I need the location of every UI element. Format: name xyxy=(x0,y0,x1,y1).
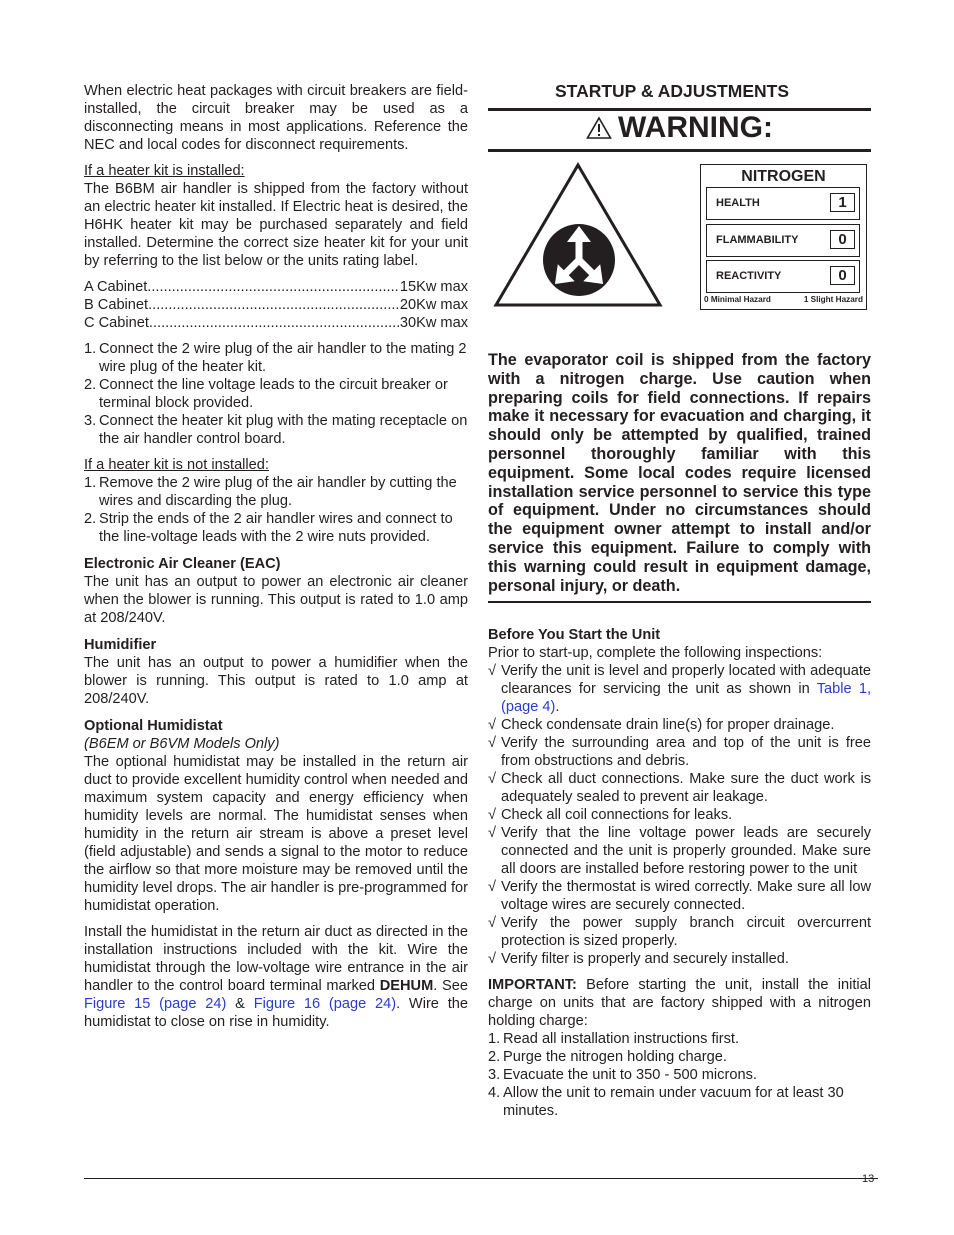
footer-rule xyxy=(84,1178,878,1179)
leader-dots xyxy=(147,278,400,296)
hazard-legend xyxy=(704,295,863,305)
list-item xyxy=(488,878,871,914)
step-text: Evacuate the unit to 350 - 500 microns. xyxy=(503,1067,757,1084)
step-text: Read all installation instructions first. xyxy=(503,1031,740,1048)
cabinet-value: 30Kw max xyxy=(399,315,468,331)
cabinet-value: 15Kw max xyxy=(399,279,468,295)
list-item xyxy=(84,474,468,510)
hazard-graphics xyxy=(488,152,871,327)
intro-paragraph: When electric heat packages with circuit breakers are field-installed, the circuit breaker may be used as a disconnecting means in most applications. Reference the NEC and local codes for disconnect requirements. xyxy=(84,83,468,153)
list-item xyxy=(488,914,871,950)
check-text: Check all coil connections for leaks. xyxy=(501,807,733,824)
hazard-label: HEALTH xyxy=(716,197,760,209)
step-number: 2. xyxy=(84,377,97,393)
table-1-link[interactable]: Table 1, (page 4) xyxy=(501,681,871,716)
list-item xyxy=(488,1048,871,1066)
eac-heading: Electronic Air Cleaner (EAC) xyxy=(84,556,281,572)
step-text: Connect the line voltage leads to the circuit breaker or terminal block provided. xyxy=(99,377,448,411)
step-number: 1. xyxy=(84,341,97,357)
hazard-value: 0 xyxy=(830,266,855,285)
step-text: Connect the heater kit plug with the mating receptacle on the air handler control board. xyxy=(99,413,468,447)
cabinet-row xyxy=(84,278,468,296)
step-text: Strip the ends of the 2 air handler wires and connect to the line-voltage leads with the 2 wire nuts provided. xyxy=(99,511,453,545)
step-number: 2. xyxy=(488,1049,501,1066)
check-mark: √ xyxy=(488,807,497,824)
step-number: 1. xyxy=(84,475,97,491)
not-installed-steps xyxy=(84,474,468,546)
check-mark: √ xyxy=(488,951,497,968)
list-item xyxy=(488,770,871,806)
cabinet-row xyxy=(84,296,468,314)
check-mark: √ xyxy=(488,717,497,734)
humidistat-paragraph: The optional humidistat may be installed in the return air duct to provide excellent humidity control when needed and maximum system capacity and energy efficiency when humidity levels are normal. The humidistat senses when humidity in the return air stream is above a preset level (field adjustable) and sends a signal to the motor to reduce the airflow so that more moisture may be removed until the humidity level drops. The air handler is pre-programmed for humidistat operation. xyxy=(84,754,468,914)
eac-paragraph: The unit has an output to power an electronic air cleaner when the blower is running. This output is rated to 1.0 amp at 208/240V. xyxy=(84,574,468,626)
step-text: Connect the 2 wire plug of the air handler to the mating 2 wire plug of the heater kit. xyxy=(99,341,467,375)
check-mark: √ xyxy=(488,825,497,842)
left-column xyxy=(84,82,468,1031)
check-text: Verify the surrounding area and top of the unit is free from obstructions and debris. xyxy=(501,735,871,770)
cabinet-row xyxy=(84,314,468,332)
list-item xyxy=(488,1084,871,1120)
step-number: 4. xyxy=(488,1085,501,1102)
list-item xyxy=(488,1030,871,1048)
hazard-value: 0 xyxy=(830,230,855,249)
check-text: Check condensate drain line(s) for proper drainage. xyxy=(501,717,835,734)
check-text: Verify filter is properly and securely installed. xyxy=(501,951,789,968)
humidistat-heading: Optional Humidistat xyxy=(84,718,223,734)
check-mark: √ xyxy=(488,735,497,752)
check-text xyxy=(501,662,871,716)
inspection-checklist xyxy=(488,662,871,968)
step-number: 2. xyxy=(84,511,97,527)
warning-title: WARNING: xyxy=(618,111,773,144)
warning-triangle-icon xyxy=(586,116,612,140)
check-text-body: Verify the unit is level and properly located with adequate clearances for servicing the unit as shown in xyxy=(501,663,871,698)
leader-dots xyxy=(149,314,400,332)
right-column xyxy=(488,80,871,1120)
dehum-label: DEHUM xyxy=(379,978,434,994)
installed-steps xyxy=(84,340,468,448)
kit-installed-paragraph: The B6BM air handler is shipped from the factory without an electric heater kit installed. If Electric heat is desired, the H6HK heater kit may be purchased separately and field installed. Determine the correct size heater kit for your unit by referring to the list below or the units rating label. xyxy=(84,181,468,269)
important-steps xyxy=(488,1030,871,1120)
hazard-row-health xyxy=(706,187,860,220)
hazard-label: REACTIVITY xyxy=(716,270,782,282)
list-item xyxy=(84,510,468,546)
step-number: 1. xyxy=(488,1031,501,1048)
humidifier-paragraph: The unit has an output to power a humidifier when the blower is running. This output is rated to 1.0 amp at 208/240V. xyxy=(84,655,468,707)
kit-not-installed-heading: If a heater kit is not installed: xyxy=(84,457,269,473)
page-number: 13 xyxy=(862,1173,875,1185)
check-text-end: . xyxy=(555,699,560,716)
check-mark: √ xyxy=(488,771,497,788)
check-mark: √ xyxy=(488,663,497,680)
hazard-label: FLAMMABILITY xyxy=(716,234,799,246)
step-text: Purge the nitrogen holding charge. xyxy=(503,1049,727,1066)
step-number: 3. xyxy=(488,1067,501,1084)
nitrogen-hazard-table xyxy=(700,164,867,310)
list-item xyxy=(488,1066,871,1084)
check-text: Verify the thermostat is wired correctly. Make sure all low voltage wires are securely connected. xyxy=(501,879,871,914)
nitrogen-title: NITROGEN xyxy=(741,168,826,185)
leader-dots xyxy=(148,296,400,314)
list-item xyxy=(488,806,871,824)
hazard-row-reactivity xyxy=(706,260,860,293)
list-item xyxy=(488,716,871,734)
important-label: IMPORTANT: xyxy=(488,977,577,994)
install-text: . See xyxy=(433,978,468,994)
figure-16-link[interactable]: Figure 16 (page 24) xyxy=(253,996,397,1012)
check-text: Verify the power supply branch circuit overcurrent protection is sized properly. xyxy=(501,915,871,950)
hazard-row-flammability xyxy=(706,224,860,257)
list-item xyxy=(488,734,871,770)
list-item xyxy=(488,950,871,968)
compressed-gas-hazard-icon xyxy=(488,160,668,320)
cabinet-name: C Cabinet xyxy=(84,315,149,331)
hazard-value: 1 xyxy=(830,193,855,212)
list-item xyxy=(84,376,468,412)
figure-15-link[interactable]: Figure 15 (page 24) xyxy=(84,996,227,1012)
important-text: Before starting the unit, install the initial charge on units that are factory shipped with a nitrogen holding charge: xyxy=(488,977,871,1030)
warning-header xyxy=(488,111,871,145)
before-start-heading: Before You Start the Unit xyxy=(488,627,661,644)
legend-minimal: 0 Minimal Hazard xyxy=(704,295,771,304)
list-item xyxy=(84,340,468,376)
step-text: Remove the 2 wire plug of the air handler by cutting the wires and discarding the plug. xyxy=(99,475,457,509)
warning-bottom-rule xyxy=(488,601,871,603)
cabinet-name: A Cabinet xyxy=(84,279,148,295)
cabinet-name: B Cabinet xyxy=(84,297,149,313)
important-paragraph xyxy=(488,976,871,1030)
step-number: 3. xyxy=(84,413,97,429)
kit-installed-heading: If a heater kit is installed: xyxy=(84,163,245,179)
install-text: . Wire the humidistat to close on rise in humidity. xyxy=(84,996,469,1030)
cabinet-value: 20Kw max xyxy=(399,297,468,313)
list-item xyxy=(84,412,468,448)
cabinet-list xyxy=(84,278,468,332)
step-text: Allow the unit to remain under vacuum for at least 30 minutes. xyxy=(503,1085,844,1120)
check-mark: √ xyxy=(488,879,497,896)
warning-paragraph: The evaporator coil is shipped from the factory with a nitrogen charge. Use caution when preparing coils for field connections. If repairs make it necessary for evacuation and charging, it should only be attempted by qualified, trained personnel thoroughly familiar with this equipment. Some local codes require licensed installation service personnel to service this type of equipment. Under no circumstances should the equipment owner attempt to install and/or service this equipment. Failure to comply with this warning could result in equipment damage, personal injury, or death. xyxy=(488,351,871,595)
legend-slight: 1 Slight Hazard xyxy=(803,295,863,304)
check-text: Check all duct connections. Make sure the duct work is adequately sealed to prevent air leakage. xyxy=(501,771,871,806)
install-paragraph xyxy=(84,923,468,1031)
check-mark: √ xyxy=(488,915,497,932)
install-text: & xyxy=(226,996,254,1012)
section-title: STARTUP & ADJUSTMENTS xyxy=(555,81,789,101)
install-text: Install the humidistat in the return air duct as directed in the installation instructions included with the kit. Wire the humidistat through the low-voltage wire entrance in the air handler to the control board terminal marked xyxy=(84,924,468,994)
humidistat-models: (B6EM or B6VM Models Only) xyxy=(84,736,280,752)
before-start-intro: Prior to start-up, complete the following inspections: xyxy=(488,645,823,662)
humidifier-heading: Humidifier xyxy=(84,637,157,653)
check-text: Verify that the line voltage power leads are securely connected and the unit is properly grounded. Make sure all doors are installed before restoring power to the unit xyxy=(501,825,871,878)
list-item xyxy=(488,662,871,716)
list-item xyxy=(488,824,871,878)
